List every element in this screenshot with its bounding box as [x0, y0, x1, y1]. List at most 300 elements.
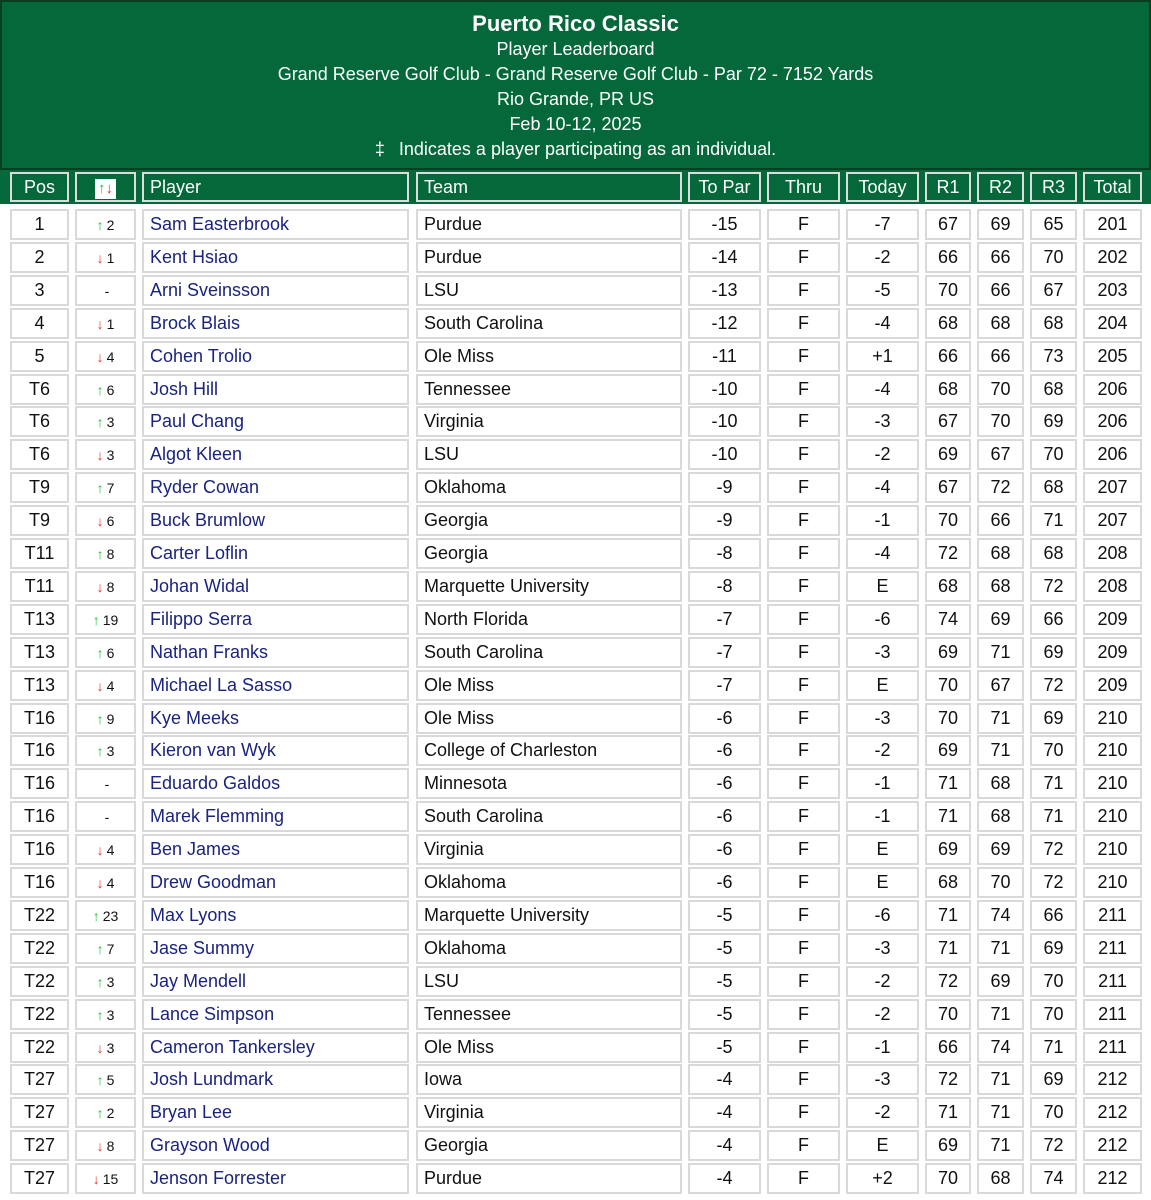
- cell-today: -2: [846, 999, 919, 1030]
- cell-player[interactable]: Kent Hsiao: [142, 242, 409, 273]
- column-header-thru[interactable]: Thru: [767, 172, 840, 202]
- cell-player[interactable]: Filippo Serra: [142, 604, 409, 635]
- cell-thru: F: [767, 933, 840, 964]
- cell-r2: 66: [977, 505, 1024, 536]
- table-row: [0, 208, 1151, 241]
- cell-thru: F: [767, 735, 840, 766]
- cell-team: Marquette University: [416, 900, 682, 931]
- cell-r2: 71: [977, 1097, 1024, 1128]
- cell-pos: T16: [10, 867, 69, 898]
- cell-r2: 69: [977, 834, 1024, 865]
- arrow-up-icon: ↑: [96, 217, 104, 233]
- table-row: [0, 1063, 1151, 1096]
- cell-r1: 70: [925, 703, 971, 734]
- cell-thru: F: [767, 900, 840, 931]
- cell-pos: 2: [10, 242, 69, 273]
- movement-value: 15: [102, 1171, 119, 1188]
- table-row: [0, 373, 1151, 406]
- cell-r3: 69: [1030, 637, 1077, 668]
- cell-player[interactable]: Max Lyons: [142, 900, 409, 931]
- movement-value: 8: [106, 546, 115, 562]
- cell-r3: 69: [1030, 703, 1077, 734]
- cell-player[interactable]: Kye Meeks: [142, 703, 409, 734]
- arrow-down-icon: ↓: [96, 578, 104, 595]
- cell-total: 209: [1083, 604, 1142, 635]
- cell-movement: [75, 999, 136, 1030]
- cell-player[interactable]: Michael La Sasso: [142, 670, 409, 701]
- cell-r1: 70: [925, 505, 971, 536]
- cell-team: Purdue: [416, 1163, 682, 1194]
- arrow-down-icon: ↓: [92, 1171, 100, 1188]
- cell-to-par: -5: [688, 933, 761, 964]
- cell-r1: 72: [925, 538, 971, 569]
- movement-value: 4: [106, 348, 115, 365]
- movement-value: 1: [106, 249, 115, 266]
- cell-total: 210: [1083, 801, 1142, 832]
- cell-team: South Carolina: [416, 801, 682, 832]
- cell-today: E: [846, 670, 919, 701]
- cell-r3: 70: [1030, 735, 1077, 766]
- cell-to-par: -6: [688, 735, 761, 766]
- cell-r2: 68: [977, 308, 1024, 339]
- cell-team: LSU: [416, 439, 682, 470]
- cell-r1: 72: [925, 1064, 971, 1095]
- event-dates: Feb 10-12, 2025: [509, 114, 642, 134]
- sort-movement-button[interactable]: [95, 179, 116, 199]
- cell-movement: [75, 571, 136, 602]
- column-header-team[interactable]: Team: [416, 172, 682, 202]
- arrow-up-icon: ↑: [96, 1105, 104, 1122]
- movement-value: 3: [106, 414, 115, 431]
- cell-player[interactable]: Jay Mendell: [142, 966, 409, 997]
- cell-movement: [75, 1163, 136, 1194]
- cell-r2: 71: [977, 1064, 1024, 1095]
- cell-thru: F: [767, 341, 840, 372]
- cell-movement: [75, 1097, 136, 1128]
- cell-thru: F: [767, 538, 840, 569]
- cell-thru: F: [767, 834, 840, 865]
- cell-movement: [75, 308, 136, 339]
- cell-pos: T16: [10, 703, 69, 734]
- cell-today: -3: [846, 1064, 919, 1095]
- cell-pos: T16: [10, 768, 69, 799]
- cell-player[interactable]: Drew Goodman: [142, 867, 409, 898]
- cell-movement: [75, 439, 136, 470]
- cell-today: E: [846, 571, 919, 602]
- column-header-movement[interactable]: [75, 172, 136, 202]
- cell-pos: 1: [10, 209, 69, 240]
- cell-player[interactable]: Josh Hill: [142, 374, 409, 405]
- cell-total: 203: [1083, 275, 1142, 306]
- column-header-to-par[interactable]: To Par: [688, 172, 761, 202]
- cell-thru: F: [767, 768, 840, 799]
- cell-team: South Carolina: [416, 637, 682, 668]
- cell-r3: 73: [1030, 341, 1077, 372]
- cell-movement: [75, 735, 136, 766]
- cell-to-par: -4: [688, 1097, 761, 1128]
- column-header-player[interactable]: Player: [142, 172, 409, 202]
- movement-value: 1: [106, 315, 115, 332]
- cell-r3: 70: [1030, 242, 1077, 273]
- arrow-down-icon: ↓: [96, 677, 104, 694]
- cell-pos: T16: [10, 735, 69, 766]
- cell-r3: 70: [1030, 439, 1077, 470]
- cell-team: Oklahoma: [416, 472, 682, 503]
- cell-total: 210: [1083, 735, 1142, 766]
- cell-player[interactable]: Paul Chang: [142, 406, 409, 437]
- cell-r2: 67: [977, 439, 1024, 470]
- cell-thru: F: [767, 604, 840, 635]
- cell-total: 211: [1083, 1032, 1142, 1063]
- arrow-down-icon: ↓: [96, 875, 104, 891]
- cell-r3: 67: [1030, 275, 1077, 306]
- cell-today: -1: [846, 505, 919, 536]
- cell-player[interactable]: Sam Easterbrook: [142, 209, 409, 240]
- cell-total: 210: [1083, 834, 1142, 865]
- cell-r1: 66: [925, 341, 971, 372]
- cell-player[interactable]: Brock Blais: [142, 308, 409, 339]
- cell-team: Ole Miss: [416, 1032, 682, 1063]
- cell-movement: [75, 505, 136, 536]
- table-row: [0, 438, 1151, 471]
- cell-to-par: -5: [688, 900, 761, 931]
- cell-movement: [75, 1130, 136, 1161]
- cell-player[interactable]: Grayson Wood: [142, 1130, 409, 1161]
- cell-today: -3: [846, 637, 919, 668]
- table-row: [0, 1129, 1151, 1162]
- cell-player[interactable]: Nathan Franks: [142, 637, 409, 668]
- cell-player[interactable]: Cameron Tankersley: [142, 1032, 409, 1063]
- cell-player[interactable]: Arni Sveinsson: [142, 275, 409, 306]
- cell-movement: [75, 834, 136, 865]
- cell-total: 212: [1083, 1097, 1142, 1128]
- cell-player[interactable]: Josh Lundmark: [142, 1064, 409, 1095]
- arrow-up-icon: ↑: [96, 940, 104, 957]
- cell-thru: F: [767, 703, 840, 734]
- cell-today: -3: [846, 933, 919, 964]
- arrow-down-icon: ↓: [105, 180, 113, 197]
- cell-today: -4: [846, 308, 919, 339]
- table-row: [0, 833, 1151, 866]
- cell-pos: T22: [10, 1032, 69, 1063]
- cell-total: 212: [1083, 1130, 1142, 1161]
- cell-thru: F: [767, 1130, 840, 1161]
- cell-thru: F: [767, 801, 840, 832]
- movement-value: 7: [106, 480, 115, 497]
- cell-movement: [75, 670, 136, 701]
- cell-r3: 71: [1030, 801, 1077, 832]
- column-header-r1[interactable]: R1: [925, 172, 971, 202]
- movement-value: 2: [106, 1105, 115, 1122]
- cell-player[interactable]: Carter Loflin: [142, 538, 409, 569]
- cell-pos: T6: [10, 374, 69, 405]
- cell-r2: 70: [977, 374, 1024, 405]
- cell-today: -7: [846, 209, 919, 240]
- movement-value: 4: [106, 875, 115, 891]
- cell-pos: T6: [10, 439, 69, 470]
- cell-r2: 66: [977, 341, 1024, 372]
- movement-value: 8: [106, 578, 115, 595]
- cell-team: Georgia: [416, 538, 682, 569]
- cell-r2: 69: [977, 966, 1024, 997]
- movement-value: 6: [106, 644, 115, 661]
- column-header-today[interactable]: Today: [846, 172, 919, 202]
- cell-r2: 68: [977, 538, 1024, 569]
- arrow-down-icon: ↓: [96, 315, 104, 332]
- column-header-total[interactable]: Total: [1083, 172, 1142, 202]
- cell-player[interactable]: Algot Kleen: [142, 439, 409, 470]
- cell-r1: 71: [925, 900, 971, 931]
- cell-movement: [75, 703, 136, 734]
- cell-player[interactable]: Bryan Lee: [142, 1097, 409, 1128]
- cell-thru: F: [767, 571, 840, 602]
- cell-r3: 72: [1030, 1130, 1077, 1161]
- cell-total: 207: [1083, 472, 1142, 503]
- cell-player[interactable]: Ryder Cowan: [142, 472, 409, 503]
- cell-to-par: -12: [688, 308, 761, 339]
- cell-total: 212: [1083, 1064, 1142, 1095]
- cell-r3: 72: [1030, 867, 1077, 898]
- cell-to-par: -4: [688, 1130, 761, 1161]
- cell-r2: 71: [977, 1130, 1024, 1161]
- cell-movement: [75, 801, 136, 832]
- cell-today: -2: [846, 439, 919, 470]
- cell-team: Ole Miss: [416, 670, 682, 701]
- page-subtitle: Player Leaderboard: [496, 39, 655, 59]
- cell-movement: [75, 966, 136, 997]
- cell-player[interactable]: Jase Summy: [142, 933, 409, 964]
- cell-pos: T27: [10, 1163, 69, 1194]
- cell-total: 201: [1083, 209, 1142, 240]
- cell-team: Tennessee: [416, 374, 682, 405]
- cell-team: Georgia: [416, 505, 682, 536]
- movement-value: -: [104, 809, 110, 826]
- movement-value: 8: [106, 1138, 115, 1155]
- cell-today: -2: [846, 242, 919, 273]
- cell-r3: 68: [1030, 308, 1077, 339]
- cell-r2: 70: [977, 406, 1024, 437]
- cell-r1: 69: [925, 637, 971, 668]
- table-row: [0, 241, 1151, 274]
- cell-r3: 71: [1030, 768, 1077, 799]
- cell-player[interactable]: Marek Flemming: [142, 801, 409, 832]
- cell-pos: T22: [10, 999, 69, 1030]
- table-header: [0, 170, 1151, 204]
- cell-total: 208: [1083, 538, 1142, 569]
- cell-r1: 70: [925, 1163, 971, 1194]
- cell-thru: F: [767, 505, 840, 536]
- cell-player[interactable]: Ben James: [142, 834, 409, 865]
- individual-note-text: Indicates a player participating as an individual.: [398, 139, 777, 159]
- movement-value: 5: [106, 1072, 115, 1089]
- movement-value: -: [104, 776, 110, 793]
- cell-r3: 71: [1030, 505, 1077, 536]
- cell-to-par: -15: [688, 209, 761, 240]
- cell-to-par: -5: [688, 999, 761, 1030]
- arrow-up-icon: ↑: [98, 180, 106, 197]
- column-header-r3[interactable]: R3: [1030, 172, 1077, 202]
- cell-r2: 71: [977, 999, 1024, 1030]
- cell-today: -3: [846, 406, 919, 437]
- table-row: [0, 1031, 1151, 1064]
- cell-r2: 71: [977, 637, 1024, 668]
- cell-r2: 74: [977, 900, 1024, 931]
- cell-total: 210: [1083, 768, 1142, 799]
- cell-r3: 69: [1030, 406, 1077, 437]
- cell-r1: 66: [925, 242, 971, 273]
- movement-value: 4: [106, 677, 115, 694]
- cell-to-par: -9: [688, 472, 761, 503]
- cell-total: 210: [1083, 867, 1142, 898]
- cell-pos: T22: [10, 966, 69, 997]
- cell-thru: F: [767, 670, 840, 701]
- cell-r3: 72: [1030, 571, 1077, 602]
- cell-to-par: -13: [688, 275, 761, 306]
- cell-pos: 4: [10, 308, 69, 339]
- cell-r1: 72: [925, 966, 971, 997]
- cell-to-par: -5: [688, 966, 761, 997]
- cell-team: Purdue: [416, 242, 682, 273]
- cell-r1: 71: [925, 1097, 971, 1128]
- cell-to-par: -4: [688, 1163, 761, 1194]
- cell-player[interactable]: Buck Brumlow: [142, 505, 409, 536]
- cell-to-par: -9: [688, 505, 761, 536]
- cell-player[interactable]: Johan Widal: [142, 571, 409, 602]
- movement-value: 3: [106, 743, 115, 760]
- cell-to-par: -11: [688, 341, 761, 372]
- movement-value: 7: [106, 940, 115, 957]
- cell-movement: [75, 1064, 136, 1095]
- cell-player[interactable]: Lance Simpson: [142, 999, 409, 1030]
- cell-player[interactable]: Kieron van Wyk: [142, 735, 409, 766]
- cell-r1: 68: [925, 867, 971, 898]
- cell-team: Oklahoma: [416, 867, 682, 898]
- arrow-up-icon: ↑: [96, 743, 104, 760]
- cell-movement: [75, 538, 136, 569]
- cell-pos: T22: [10, 900, 69, 931]
- arrow-down-icon: ↓: [96, 249, 104, 266]
- movement-value: 2: [106, 217, 115, 233]
- arrow-up-icon: ↑: [96, 480, 104, 497]
- cell-thru: F: [767, 472, 840, 503]
- table-row: [0, 932, 1151, 965]
- cell-to-par: -8: [688, 538, 761, 569]
- table-row: [0, 767, 1151, 800]
- cell-today: -1: [846, 1032, 919, 1063]
- cell-thru: F: [767, 1163, 840, 1194]
- cell-thru: F: [767, 439, 840, 470]
- cell-movement: [75, 900, 136, 931]
- arrow-down-icon: ↓: [96, 1138, 104, 1155]
- cell-r2: 69: [977, 209, 1024, 240]
- cell-r2: 72: [977, 472, 1024, 503]
- cell-player[interactable]: Cohen Trolio: [142, 341, 409, 372]
- course-info: Grand Reserve Golf Club - Grand Reserve Golf Club - Par 72 - 7152 Yards: [277, 64, 874, 84]
- cell-team: College of Charleston: [416, 735, 682, 766]
- cell-player[interactable]: Eduardo Galdos: [142, 768, 409, 799]
- cell-movement: [75, 242, 136, 273]
- movement-value: 3: [106, 973, 115, 990]
- cell-r1: 69: [925, 834, 971, 865]
- cell-today: E: [846, 867, 919, 898]
- table-row: [0, 702, 1151, 735]
- cell-pos: T13: [10, 670, 69, 701]
- cell-r3: 71: [1030, 1032, 1077, 1063]
- cell-to-par: -7: [688, 670, 761, 701]
- arrow-up-icon: ↑: [96, 1072, 104, 1089]
- cell-movement: [75, 604, 136, 635]
- cell-r1: 68: [925, 571, 971, 602]
- table-row: [0, 274, 1151, 307]
- cell-to-par: -6: [688, 768, 761, 799]
- leaderboard-header: [0, 0, 1151, 170]
- cell-pos: 5: [10, 341, 69, 372]
- cell-team: Virginia: [416, 406, 682, 437]
- cell-r1: 68: [925, 374, 971, 405]
- cell-total: 211: [1083, 933, 1142, 964]
- cell-today: -2: [846, 735, 919, 766]
- cell-r2: 68: [977, 571, 1024, 602]
- cell-r3: 72: [1030, 670, 1077, 701]
- cell-pos: T9: [10, 505, 69, 536]
- cell-to-par: -10: [688, 439, 761, 470]
- cell-r1: 69: [925, 1130, 971, 1161]
- cell-movement: [75, 867, 136, 898]
- cell-movement: [75, 209, 136, 240]
- cell-r2: 67: [977, 670, 1024, 701]
- cell-pos: T11: [10, 538, 69, 569]
- cell-today: -4: [846, 538, 919, 569]
- cell-thru: F: [767, 966, 840, 997]
- cell-team: LSU: [416, 275, 682, 306]
- cell-player[interactable]: Jenson Forrester: [142, 1163, 409, 1194]
- cell-to-par: -7: [688, 637, 761, 668]
- cell-r3: 65: [1030, 209, 1077, 240]
- cell-today: -6: [846, 604, 919, 635]
- cell-to-par: -6: [688, 703, 761, 734]
- column-header-pos[interactable]: Pos: [10, 172, 69, 202]
- column-header-r2[interactable]: R2: [977, 172, 1024, 202]
- cell-r2: 71: [977, 703, 1024, 734]
- table-row: [0, 570, 1151, 603]
- arrow-down-icon: ↓: [96, 348, 104, 365]
- cell-r2: 71: [977, 735, 1024, 766]
- cell-pos: T27: [10, 1097, 69, 1128]
- movement-value: 9: [106, 710, 115, 727]
- cell-movement: [75, 275, 136, 306]
- table-row: [0, 866, 1151, 899]
- movement-value: 3: [106, 1006, 115, 1023]
- table-row: [0, 636, 1151, 669]
- cell-r3: 74: [1030, 1163, 1077, 1194]
- arrow-down-icon: ↓: [96, 513, 104, 530]
- cell-r1: 71: [925, 933, 971, 964]
- cell-thru: F: [767, 867, 840, 898]
- table-row: [0, 800, 1151, 833]
- cell-today: +1: [846, 341, 919, 372]
- cell-thru: F: [767, 999, 840, 1030]
- arrow-up-icon: ↑: [96, 414, 104, 431]
- table-row: [0, 307, 1151, 340]
- cell-pos: 3: [10, 275, 69, 306]
- cell-r1: 71: [925, 768, 971, 799]
- table-row: [0, 405, 1151, 438]
- arrow-up-icon: ↑: [96, 973, 104, 990]
- cell-r3: 70: [1030, 999, 1077, 1030]
- arrow-up-icon: ↑: [96, 644, 104, 661]
- cell-total: 206: [1083, 374, 1142, 405]
- cell-r2: 70: [977, 867, 1024, 898]
